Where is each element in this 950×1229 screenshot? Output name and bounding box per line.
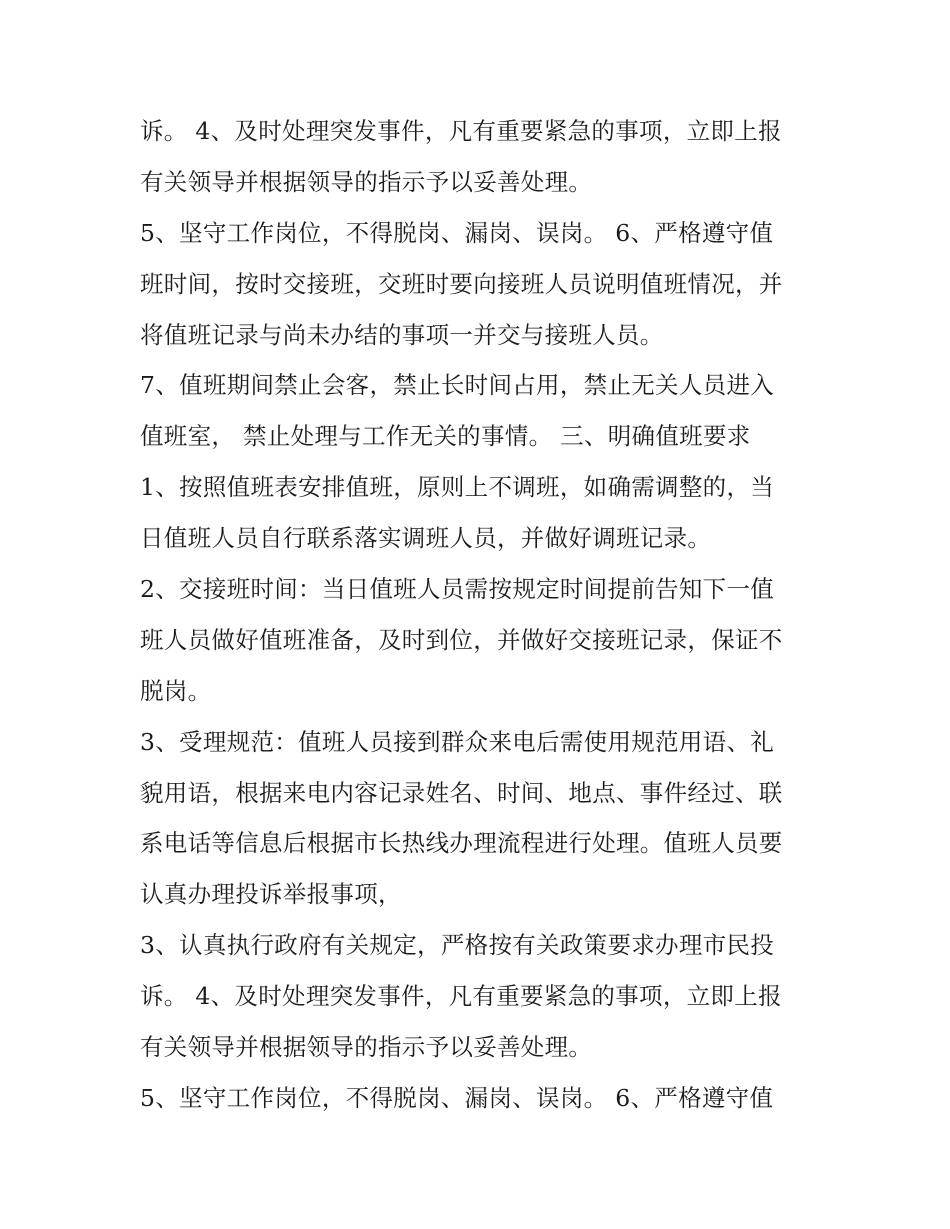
text-line: 貌用语，根据来电内容记录姓名、时间、地点、事件经过、联 [140, 778, 783, 807]
text-line: 日值班人员自行联系落实调班人员，并做好调班记录。 [140, 524, 712, 553]
text-line: 有关领导并根据领导的指示予以妥善处理。 [140, 167, 593, 196]
text-line: 诉。 4、及时处理突发事件，凡有重要紧急的事项，立即上报 [140, 982, 782, 1011]
text-line: 3、受理规范：值班人员接到群众来电后需使用规范用语、礼 [140, 727, 775, 756]
text-line: 有关领导并根据领导的指示予以妥善处理。 [140, 1033, 593, 1062]
text-line: 7、值班期间禁止会客，禁止长时间占用，禁止无关人员进入 [140, 371, 775, 400]
text-line: 值班室， 禁止处理与工作无关的事情。 三、明确值班要求 [140, 422, 751, 451]
text-line: 将值班记录与尚未办结的事项一并交与接班人员。 [140, 320, 664, 349]
text-line: 班人员做好值班准备，及时到位，并做好交接班记录，保证不 [140, 625, 783, 654]
text-line: 5、坚守工作岗位，不得脱岗、漏岗、误岗。 6、严格遵守值 [140, 218, 774, 247]
text-line: 诉。 4、及时处理突发事件，凡有重要紧急的事项，立即上报 [140, 117, 782, 145]
text-line: 2、交接班时间：当日值班人员需按规定时间提前告知下一值 [140, 575, 775, 604]
text-line: 5、坚守工作岗位，不得脱岗、漏岗、误岗。 6、严格遵守值 [140, 1083, 774, 1112]
text-line: 脱岗。 [140, 676, 212, 705]
text-line: 班时间，按时交接班，交班时要向接班人员说明值班情况，并 [140, 269, 783, 298]
document-body [140, 106, 830, 1124]
text-line: 认真办理投诉举报事项， [140, 880, 402, 909]
text-line: 系电话等信息后根据市长热线办理流程进行处理。值班人员要 [140, 829, 783, 858]
text-line: 1、按照值班表安排值班，原则上不调班，如确需调整的，当 [140, 473, 775, 502]
text-line: 3、认真执行政府有关规定，严格按有关政策要求办理市民投 [140, 931, 775, 960]
